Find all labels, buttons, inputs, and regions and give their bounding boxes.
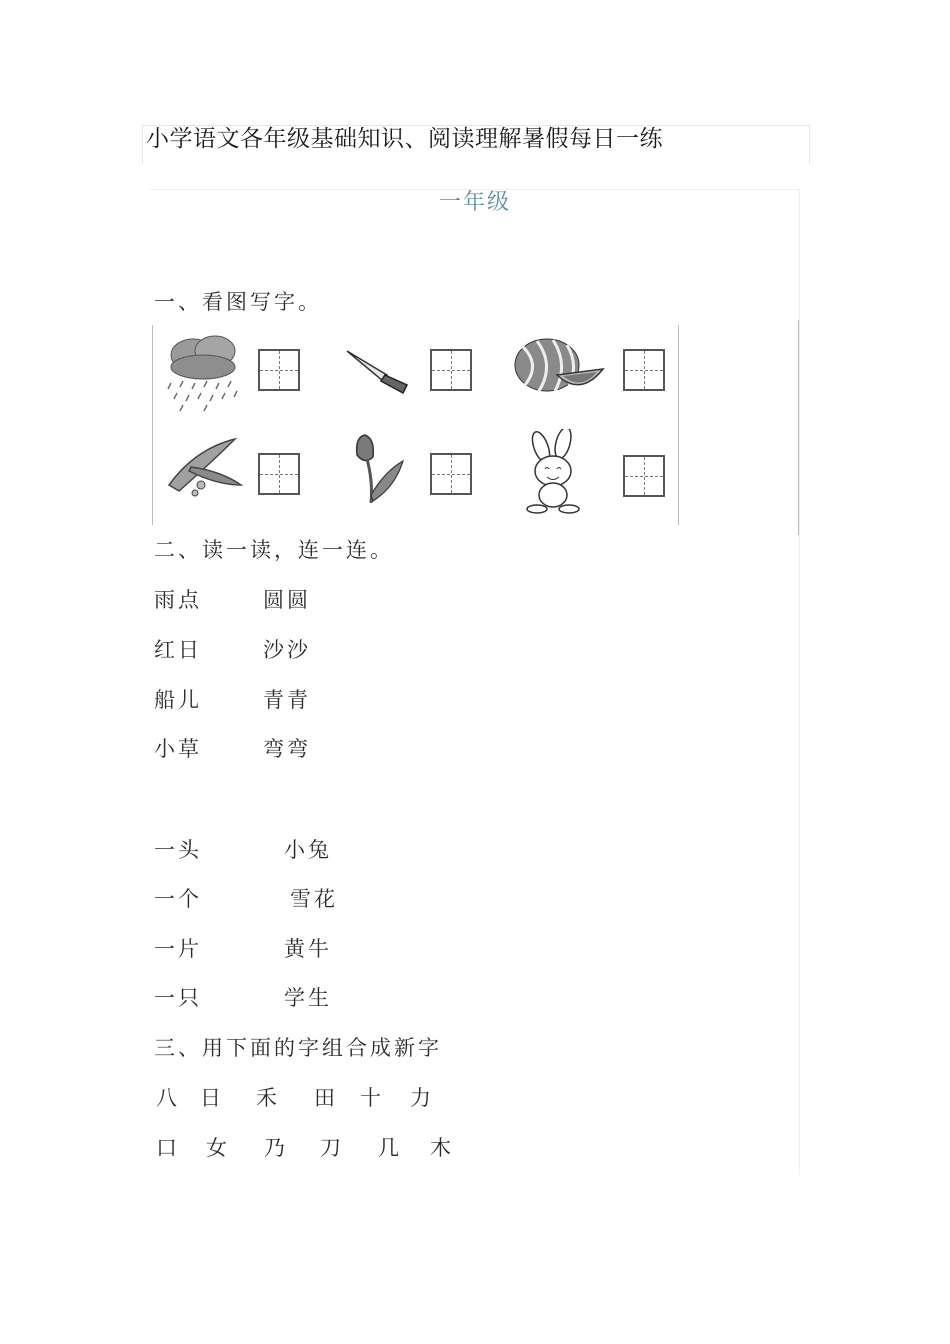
answer-box[interactable] <box>430 349 472 391</box>
match-left[interactable]: 一只 <box>154 986 202 1010</box>
grade-heading: 一年级 <box>438 190 511 215</box>
answer-box[interactable] <box>258 453 300 495</box>
divider <box>798 320 799 535</box>
knife-icon <box>343 345 413 395</box>
watermelon-icon <box>511 335 607 401</box>
char: 八 <box>156 1086 177 1110</box>
match-right[interactable]: 小兔 <box>284 838 332 862</box>
answer-box[interactable] <box>623 349 665 391</box>
match-left[interactable]: 一个 <box>154 887 202 911</box>
match-left[interactable]: 雨点 <box>154 588 202 612</box>
picture-panel <box>152 325 679 525</box>
match-right[interactable]: 弯弯 <box>263 737 311 761</box>
char: 口 <box>156 1136 177 1160</box>
match-right[interactable]: 沙沙 <box>263 638 311 662</box>
tulip-icon <box>345 431 407 507</box>
match-left[interactable]: 红日 <box>154 638 202 662</box>
match-left[interactable]: 一头 <box>154 838 202 862</box>
page-title: 小学语文各年级基础知识、阅读理解暑假每日一练 <box>146 126 663 152</box>
rain-cloud-icon <box>163 333 247 413</box>
match-left[interactable]: 一片 <box>154 937 202 961</box>
answer-box[interactable] <box>623 455 665 497</box>
answer-box[interactable] <box>258 349 300 391</box>
match-right[interactable]: 圆圆 <box>263 588 311 612</box>
bean-pod-icon <box>165 435 249 501</box>
char: 禾 <box>256 1086 277 1110</box>
char: 女 <box>206 1136 227 1160</box>
match-right[interactable]: 雪花 <box>290 887 338 911</box>
q3-heading: 三、用下面的字组合成新字 <box>154 1036 442 1060</box>
char: 力 <box>410 1086 431 1110</box>
q2-heading: 二、读一读，连一连。 <box>154 538 394 562</box>
match-right[interactable]: 学生 <box>284 986 332 1010</box>
char: 田 <box>314 1086 335 1110</box>
char: 乃 <box>264 1136 285 1160</box>
match-left[interactable]: 小草 <box>154 737 202 761</box>
match-right[interactable]: 黄牛 <box>284 937 332 961</box>
char: 刀 <box>320 1136 341 1160</box>
char: 日 <box>200 1086 221 1110</box>
char: 木 <box>430 1136 451 1160</box>
char: 十 <box>360 1086 381 1110</box>
match-right[interactable]: 青青 <box>263 688 311 712</box>
q1-heading: 一、看图写字。 <box>154 290 322 314</box>
match-left[interactable]: 船儿 <box>154 688 202 712</box>
char: 几 <box>378 1136 399 1160</box>
rabbit-icon <box>517 429 593 515</box>
answer-box[interactable] <box>430 453 472 495</box>
